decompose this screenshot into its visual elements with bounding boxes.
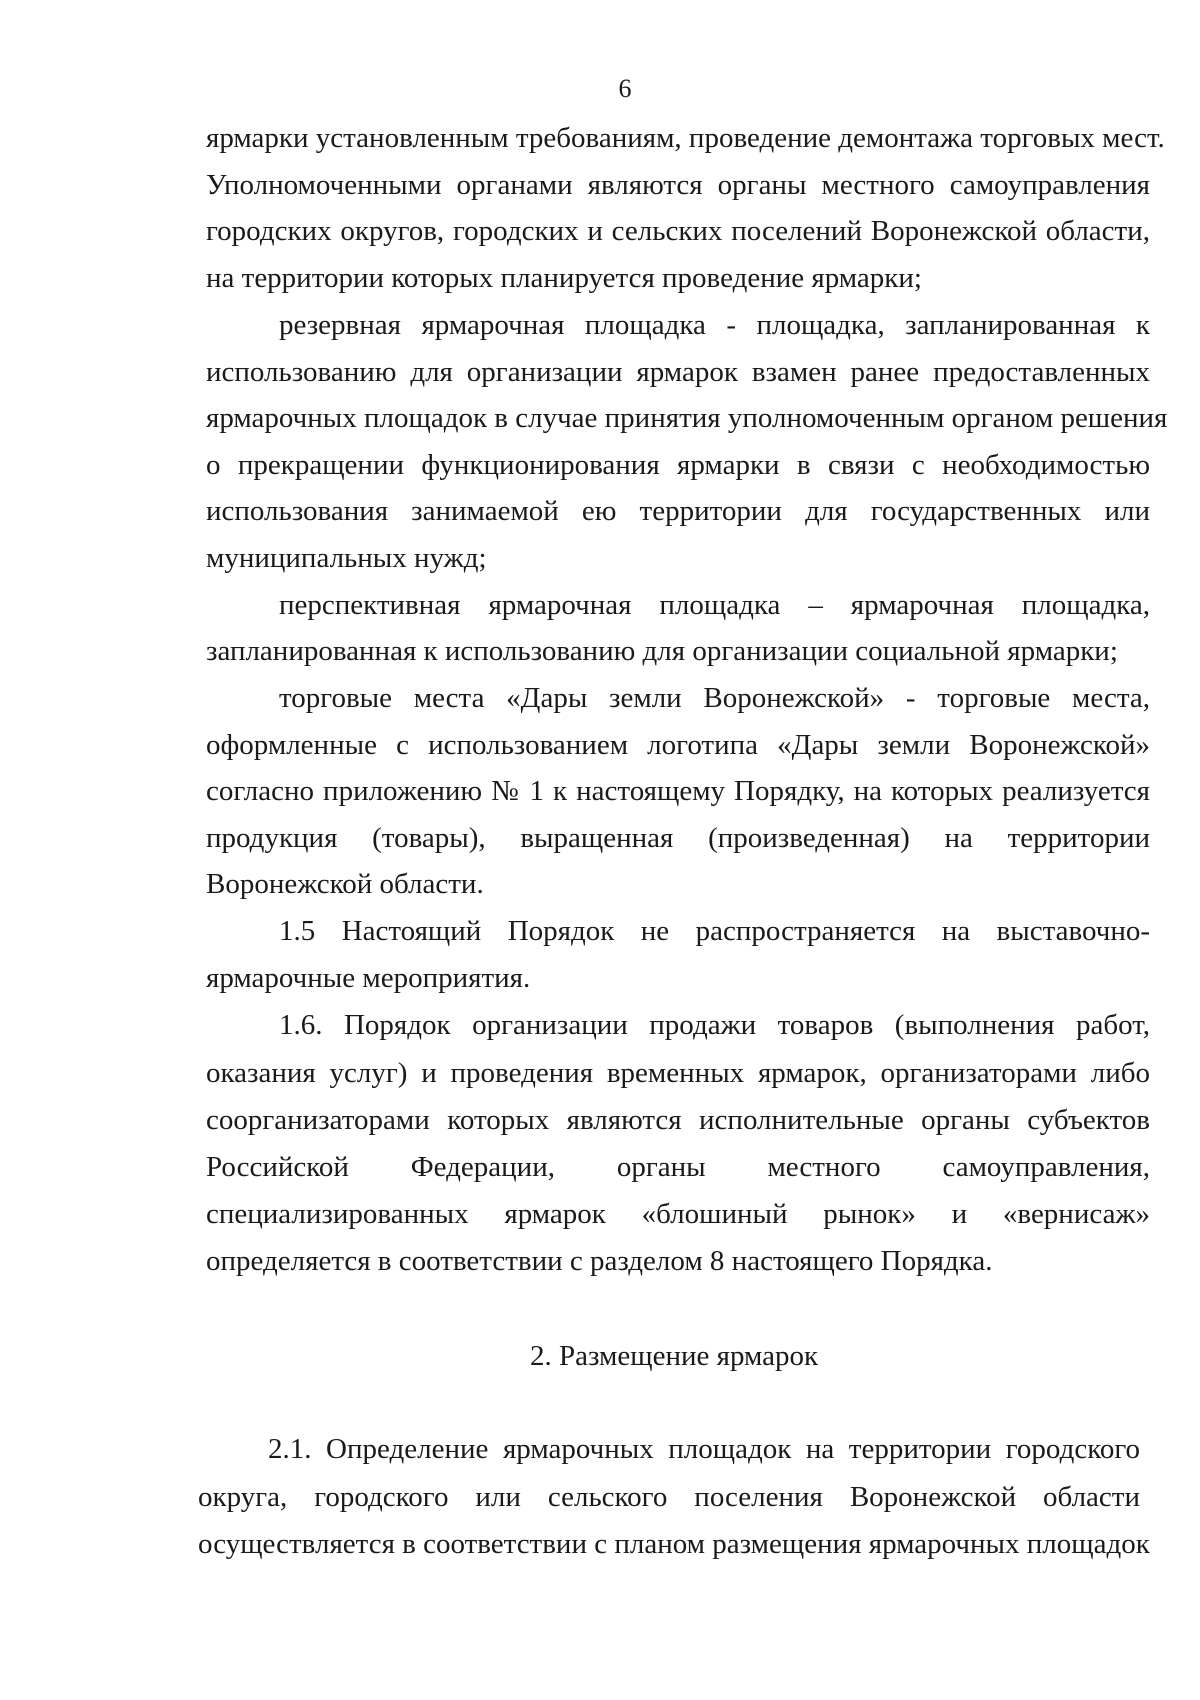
- text-line: 1.6. Порядок организации продажи товаров (выполнения работ,: [279, 1009, 1150, 1041]
- text-line: запланированная к использованию для организации социальной ярмарки;: [206, 635, 1118, 667]
- text-line: торговые места «Дары земли Воронежской» - торговые места,: [279, 682, 1150, 714]
- text-line: оформленные с использованием логотипа «Дары земли Воронежской»: [206, 729, 1150, 761]
- text-line: специализированных ярмарок «блошиный рынок» и «вернисаж»: [206, 1198, 1150, 1230]
- text-line: 1.5 Настоящий Порядок не распространяется на выставочно-: [279, 915, 1150, 947]
- text-line: Уполномоченными органами являются органы местного самоуправления: [206, 169, 1150, 201]
- text-line: 2.1. Определение ярмарочных площадок на территории городского: [268, 1433, 1140, 1465]
- text-line: определяется в соответствии с разделом 8 настоящего Порядка.: [206, 1245, 993, 1277]
- text-line: использования занимаемой ею территории для государственных или: [206, 495, 1150, 527]
- text-line: на территории которых планируется проведение ярмарки;: [206, 262, 922, 294]
- text-line: ярмарочные мероприятия.: [206, 962, 531, 994]
- text-line: резервная ярмарочная площадка - площадка, запланированная к: [279, 309, 1150, 341]
- section-heading: 2. Размещение ярмарок: [530, 1340, 819, 1372]
- text-line: о прекращении функционирования ярмарки в связи с необходимостью: [206, 449, 1150, 481]
- page-number: 6: [618, 74, 632, 103]
- text-line: Российской Федерации, органы местного самоуправления,: [206, 1151, 1150, 1183]
- text-line: оказания услуг) и проведения временных ярмарок, организаторами либо: [206, 1057, 1150, 1089]
- text-line: муниципальных нужд;: [206, 542, 487, 574]
- text-line: использованию для организации ярмарок взамен ранее предоставленных: [206, 356, 1150, 388]
- text-line: перспективная ярмарочная площадка – ярмарочная площадка,: [279, 589, 1150, 621]
- text-line: ярмарки установленным требованиям, проведение демонтажа торговых мест.: [206, 122, 1165, 154]
- text-line: соорганизаторами которых являются исполнительные органы субъектов: [206, 1104, 1150, 1136]
- text-line: Воронежской области.: [206, 868, 484, 900]
- text-line: городских округов, городских и сельских поселений Воронежской области,: [206, 215, 1150, 247]
- text-line: ярмарочных площадок в случае принятия уполномоченным органом решения: [206, 402, 1168, 434]
- text-line: согласно приложению № 1 к настоящему Порядку, на которых реализуется: [206, 775, 1150, 807]
- text-line: продукция (товары), выращенная (произведенная) на территории: [206, 822, 1150, 854]
- text-line: осуществляется в соответствии с планом размещения ярмарочных площадок: [198, 1528, 1150, 1560]
- text-line: округа, городского или сельского поселения Воронежской области: [198, 1481, 1140, 1513]
